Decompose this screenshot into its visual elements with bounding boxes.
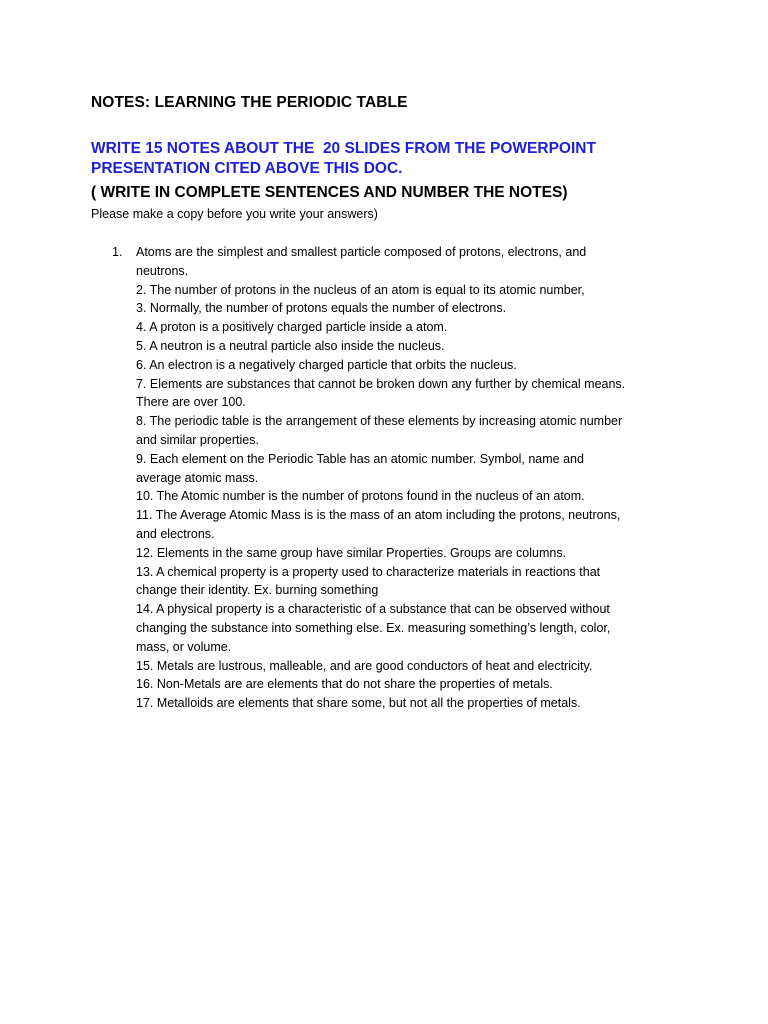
note-line: 3. Normally, the number of protons equals the number of electrons.	[136, 301, 507, 316]
copy-note: Please make a copy before you write your answers)	[91, 207, 378, 221]
note-line: mass, or volume.	[136, 639, 232, 654]
instruction-heading	[91, 139, 691, 179]
note-line: 13. A chemical property is a property used to characterize materials in reactions that	[136, 564, 601, 579]
note-line: and electrons.	[136, 526, 215, 541]
note-line: 11. The Average Atomic Mass is is the mass of an atom including the protons, neutrons,	[136, 508, 621, 523]
note-line: changing the substance into something else. Ex. measuring something’s length, color,	[136, 620, 611, 635]
note-line: 10. The Atomic number is the number of protons found in the nucleus of an atom.	[136, 489, 585, 504]
note-line: 8. The periodic table is the arrangement of these elements by increasing atomic number	[136, 414, 623, 429]
note-line: 4. A proton is a positively charged particle inside a atom.	[136, 320, 448, 335]
note-line: 17. Metalloids are elements that share some, but not all the properties of metals.	[136, 696, 581, 711]
document-title: NOTES: LEARNING THE PERIODIC TABLE	[91, 94, 408, 111]
instruction-line: WRITE 15 NOTES ABOUT THE 20 SLIDES FROM THE POWERPOINT	[91, 140, 596, 157]
note-line: neutrons.	[136, 263, 189, 278]
note-line: Atoms are the simplest and smallest particle composed of protons, electrons, and	[136, 245, 587, 259]
note-line: change their identity. Ex. burning something	[136, 583, 379, 598]
note-line: and similar properties.	[136, 432, 259, 447]
instruction-line: PRESENTATION CITED ABOVE THIS DOC.	[91, 160, 403, 177]
note-line: average atomic mass.	[136, 470, 259, 485]
note-line: 15. Metals are lustrous, malleable, and are good conductors of heat and electricity.	[136, 658, 593, 673]
note-line: 6. An electron is a negatively charged particle that orbits the nucleus.	[136, 357, 517, 372]
note-item	[112, 243, 682, 262]
note-line: There are over 100.	[136, 395, 246, 410]
note-number: 1.	[112, 245, 123, 259]
note-line: 14. A physical property is a characteristic of a substance that can be observed without	[136, 602, 610, 617]
subinstruction-heading: ( WRITE IN COMPLETE SENTENCES AND NUMBER THE NOTES)	[91, 184, 568, 201]
note-line: 5. A neutron is a neutral particle also inside the nucleus.	[136, 338, 445, 353]
note-line: 12. Elements in the same group have similar Properties. Groups are columns.	[136, 545, 567, 560]
note-line: 7. Elements are substances that cannot be broken down any further by chemical means.	[136, 376, 626, 391]
note-line: 2. The number of protons in the nucleus of an atom is equal to its atomic number,	[136, 282, 585, 297]
note-line: 9. Each element on the Periodic Table has an atomic number. Symbol, name and	[136, 451, 584, 466]
note-line: 16. Non-Metals are are elements that do not share the properties of metals.	[136, 677, 553, 692]
notes-list	[112, 243, 682, 713]
